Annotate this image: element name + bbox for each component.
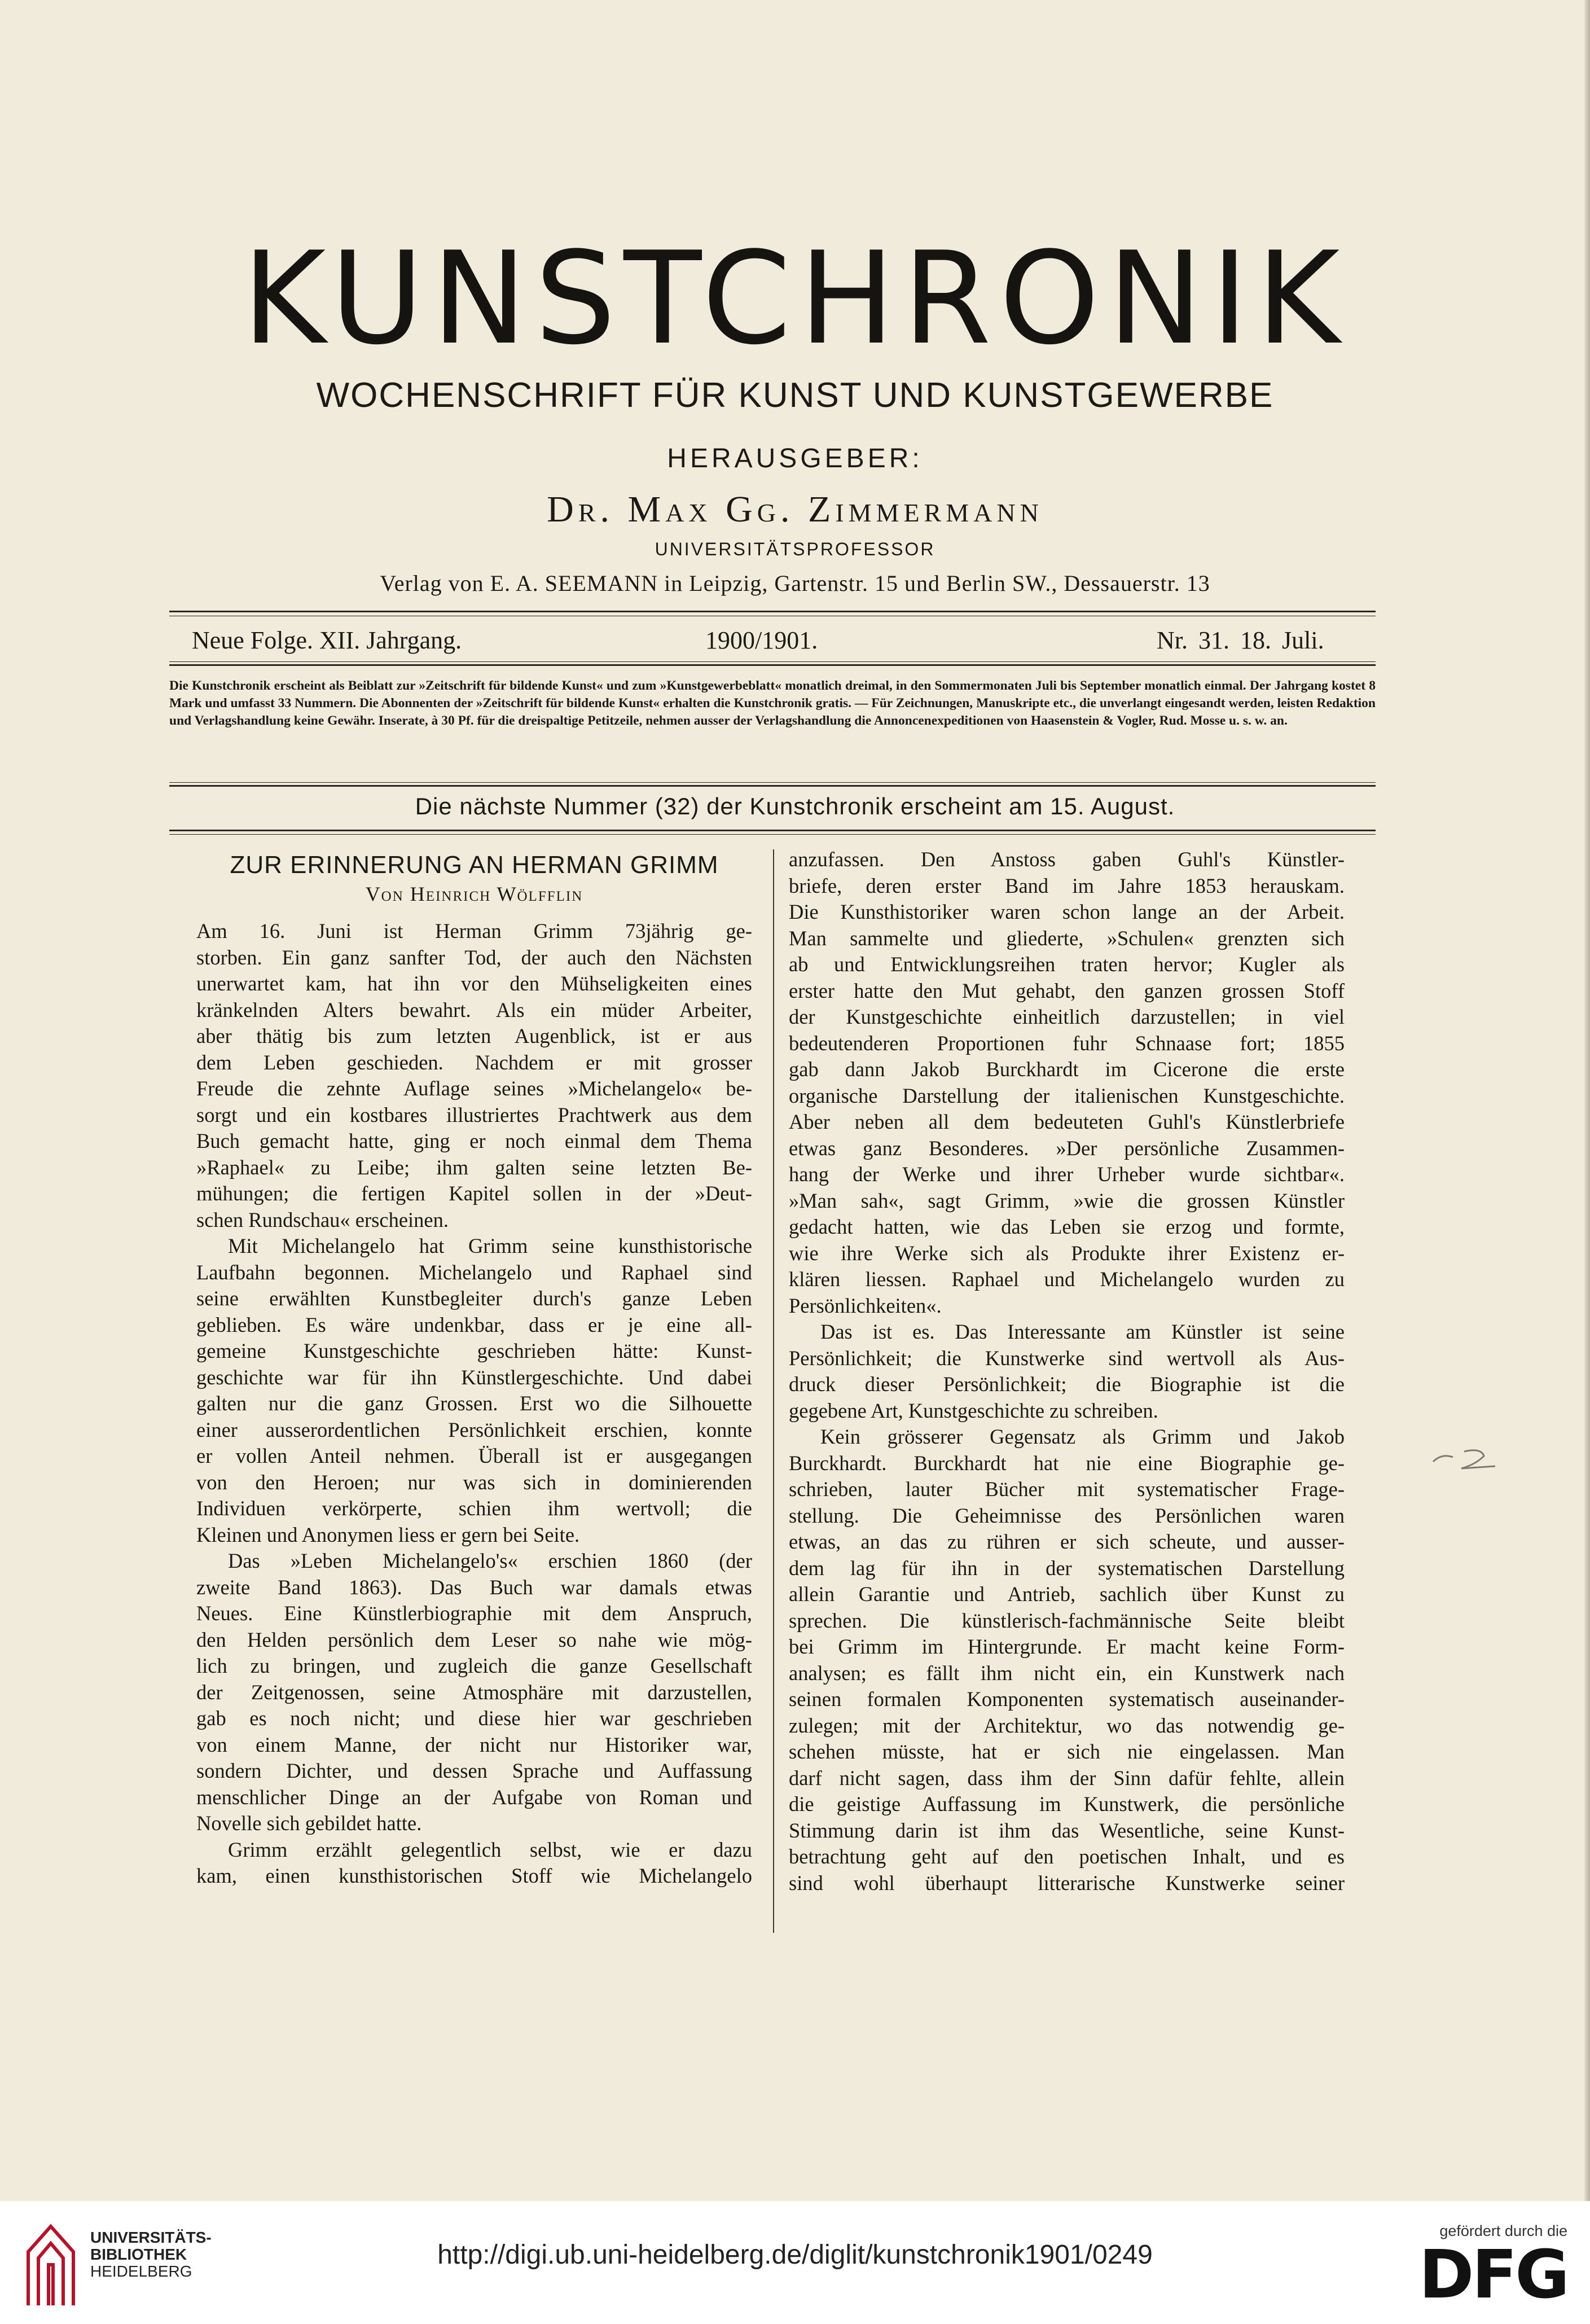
text-line: geschichte war für ihn Künstlergeschichte. Und dabei (196, 1365, 752, 1389)
text-line: menschlicher Dinge an der Aufgabe von Roman und (196, 1785, 752, 1809)
text-line: Grimm erzählt gelegentlich selbst, wie er dazu (228, 1838, 752, 1861)
text-line: schen Rundschau« erscheinen. (196, 1208, 449, 1231)
text-line: gab es noch nicht; und diese hier war geschrieben (196, 1707, 752, 1730)
text-line: Freude die zehnte Auflage seines »Michelangelo« be- (196, 1077, 752, 1100)
library-name-line1: UNIVERSITÄTS- (90, 2229, 212, 2246)
text-line: aber thätig bis zum letzten Augenblick, ist er aus (196, 1024, 752, 1047)
text-line: etwas ganz Besonderes. »Der persönliche Zusammen- (789, 1136, 1345, 1160)
notice-rule-thin (169, 782, 1376, 783)
announcement-rule-thin (169, 834, 1376, 835)
text-line: lich zu bringen, und zugleich die ganze Gesellschaft (196, 1654, 752, 1677)
masthead-title: KUNSTCHRONIK (242, 225, 1348, 373)
column-body-right (789, 847, 1345, 1896)
text-line: Die Kunsthistoriker waren schon lange an der Arbeit. (789, 900, 1345, 923)
text-line: kam, einen kunsthistorischen Stoff wie Michelangelo (196, 1864, 752, 1887)
text-line: Man sammelte und gliederte, »Schulen« grenzten sich (789, 926, 1345, 950)
text-line: »Raphael« zu Leibe; ihm galten seine letzten Be- (196, 1155, 752, 1179)
funder-caption: gefördert durch die (1439, 2222, 1567, 2239)
text-line: seinen formalen Komponenten systematisch auseinander- (789, 1687, 1345, 1711)
text-line: zweite Band 1863). Das Buch war damals etwas (196, 1575, 752, 1599)
text-line: gedacht hatten, wie das Leben sie erzog und formte, (789, 1215, 1345, 1238)
text-line: er vollen Anteil nehmen. Überall ist er ausgegangen (196, 1444, 752, 1467)
text-line: Kein grösserer Gegensatz als Grimm und Jakob (820, 1425, 1345, 1448)
text-line: »Man sah«, sagt Grimm, »wie die grossen Künstler (789, 1189, 1345, 1212)
text-line: etwas, an das zu rühren er sich scheute, und ausser- (789, 1530, 1345, 1553)
text-line: Am 16. Juni ist Herman Grimm 73jährig ge- (196, 919, 752, 942)
text-line: die geistige Auffassung im Kunstwerk, die persönliche (789, 1792, 1345, 1816)
text-line: sondern Dichter, und dessen Sprache und Auffassung (196, 1759, 752, 1782)
dfg-logo: DFG (1418, 2235, 1567, 2313)
text-line: wie ihre Werke sich als Produkte ihrer Existenz er- (789, 1241, 1345, 1265)
text-line: sprechen. Die künstlerisch-fachmännische Seite bleibt (789, 1608, 1345, 1632)
text-line: darf nicht sagen, dass ihm der Sinn dafür fehlte, allein (789, 1766, 1345, 1790)
text-line: briefe, deren erster Band im Jahre 1853 herauskam. (789, 874, 1345, 897)
folio-rule-thin (169, 661, 1376, 662)
editor-name: Dr. Max Gg. Zimmermann (547, 489, 1043, 530)
text-line: Persönlichkeit; die Kunstwerke sind wertvoll als Aus- (789, 1346, 1345, 1370)
text-line: Buch gemacht hatte, ging er noch einmal dem Thema (196, 1129, 752, 1152)
library-name-line3: HEIDELBERG (90, 2262, 192, 2280)
header-rule (169, 611, 1376, 612)
column-body-left (196, 918, 752, 1889)
article-column-left (196, 847, 752, 1889)
masthead-subtitle: WOCHENSCHRIFT FÜR KUNST UND KUNSTGEWERBE (316, 376, 1274, 415)
text-line: von einem Manne, der nicht nur Historiker war, (196, 1733, 752, 1756)
source-url-link[interactable]: http://digi.ub.uni-heidelberg.de/diglit/kunstchronik1901/0249 (437, 2240, 1153, 2270)
text-line: Das ist es. Das Interessante am Künstler ist seine (820, 1320, 1345, 1343)
text-line: ab und Entwicklungsreihen traten hervor; Kugler als (789, 953, 1345, 976)
text-line: Kleinen und Anonymen liess er gern bei Seite. (196, 1523, 580, 1546)
text-line: Aber neben all dem bedeuteten Guhl's Künstlerbriefe (789, 1110, 1345, 1133)
text-line: geblieben. Es wäre undenkbar, dass er je eine all- (196, 1313, 752, 1336)
folio-series: Neue Folge. XII. Jahrgang. (192, 626, 462, 654)
text-line: seine erwählten Kunstbegleiter durch's ganze Leben (196, 1287, 752, 1310)
article-title: ZUR ERINNERUNG AN HERMAN GRIMM (230, 851, 719, 879)
text-line: gegebene Art, Kunstgeschichte zu schreiben. (789, 1398, 1158, 1422)
folio-year: 1900/1901. (705, 626, 818, 654)
text-line: schehen müsste, hat er sich nie eingelassen. Man (789, 1740, 1345, 1763)
folio-rule (169, 664, 1376, 666)
text-line: allein Garantie und Antrieb, sachlich über Kunst zu (789, 1582, 1345, 1606)
text-line: bedeutenderen Proportionen fuhr Schnaase fort; 1855 (789, 1031, 1345, 1055)
text-line: analysen; es fällt ihm nicht ein, ein Kunstwerk nach (789, 1661, 1345, 1685)
text-line: Stimmung darin ist ihm das Wesentliche, seine Kunst- (789, 1818, 1345, 1842)
text-line: der Zeitgenossen, seine Atmosphäre mit darzustellen, (196, 1680, 752, 1704)
text-line: storben. Ein ganz sanfter Tod, der auch den Nächsten (196, 945, 752, 969)
text-line: zulegen; mit der Architektur, wo das notwendig ge- (789, 1713, 1345, 1737)
text-line: der Kunstgeschichte einheitlich darzustellen; in viel (789, 1005, 1345, 1028)
text-line: anzufassen. Den Anstoss gaben Guhl's Künstler- (789, 848, 1345, 871)
text-line: gemeine Kunstgeschichte geschrieben hätte: Kunst- (196, 1339, 752, 1362)
text-line: Burckhardt. Burckhardt hat nie eine Biographie ge- (789, 1451, 1345, 1475)
next-issue-announcement: Die nächste Nummer (32) der Kunstchronik erscheint am 15. August. (415, 793, 1175, 819)
text-line: kränkelnden Alters bewahrt. Als ein müder Arbeiter, (196, 998, 752, 1021)
article-column-right (789, 847, 1345, 1896)
text-line: Das »Leben Michelangelo's« erschien 1860 (der (228, 1549, 752, 1572)
text-line: erster hatte den Mut gehabt, den ganzen grossen Stoff (789, 979, 1345, 1002)
text-line: stellung. Die Geheimnisse des Persönlichen waren (789, 1503, 1345, 1527)
text-line: druck dieser Persönlichkeit; die Biographie ist die (789, 1373, 1345, 1396)
text-line: mühungen; die fertigen Kapitel sollen in der »Deut- (196, 1182, 752, 1205)
text-line: schrieben, lauter Bücher mit systematischer Frage- (789, 1477, 1345, 1501)
text-line: dem Leben geschieden. Nachdem er mit grosser (196, 1050, 752, 1074)
notice-rule (169, 785, 1376, 787)
publisher-line: Verlag von E. A. SEEMANN in Leipzig, Gartenstr. 15 und Berlin SW., Dessauerstr. 13 (380, 571, 1210, 596)
text-line: sorgt und ein kostbares illustriertes Prachtwerk aus dem (196, 1103, 752, 1126)
text-line: Novelle sich gebildet hatte. (196, 1812, 422, 1835)
announcement-rule (169, 830, 1376, 831)
text-line: Individuen verkörperte, schien ihm wertvoll; die (196, 1497, 752, 1520)
text-line: dem lag für ihn in der systematischen Darstellung (789, 1556, 1345, 1580)
subscription-notice: Die Kunstchronik erscheint als Beiblatt zur »Zeitschrift für bildende Kunst« und zum »Kunstgewerbeblatt« monatlich dreimal, in den Sommermonaten Juli bis September monatlich einmal. Der Jahrgang kostet 8 Mark und umfasst 33 Nummern. Die Abonnenten der »Zeitschrift für bildende Kunst« erhalten die Kunstchronik gratis. — Für Zeichnungen, Manuskripte etc., die unverlangt eingesandt werden, leisten Redaktion und Verlagshandlung keine Gewähr. Inserate, à 30 Pf. für die dreispaltige Petitzeile, nehmen ausser der Verlagshandlung die Annoncenexpeditionen von Haasenstein & Vogler, Rud. Mosse u. s. w. an. (169, 678, 1376, 728)
text-line: Mit Michelangelo hat Grimm seine kunsthistorische (228, 1234, 752, 1257)
library-name-line2: BIBLIOTHEK (90, 2246, 187, 2263)
text-line: galten nur die ganz Grossen. Erst wo die Silhouette (196, 1392, 752, 1415)
text-line: Neues. Eine Künstlerbiographie mit dem Anspruch, (196, 1602, 752, 1625)
text-line: einer ausserordentlichen Persönlichkeit erschien, konnte (196, 1418, 752, 1441)
text-line: bei Grimm im Hintergrunde. Er macht keine Form- (789, 1635, 1345, 1658)
editor-label: HERAUSGEBER: (667, 444, 923, 473)
text-line: gab dann Jakob Burckhardt im Cicerone die erste (789, 1058, 1345, 1081)
text-line: Persönlichkeiten«. (789, 1293, 942, 1317)
text-line: organische Darstellung der italienischen Kunstgeschichte. (789, 1084, 1345, 1107)
text-line: klären liessen. Raphael und Michelangelo wurden zu (789, 1268, 1345, 1291)
editor-role: UNIVERSITÄTSPROFESSOR (655, 539, 935, 559)
text-line: betrachtung geht auf den poetischen Inhalt, und es (789, 1845, 1345, 1868)
text-line: den Helden persönlich dem Leser so nahe wie mög- (196, 1628, 752, 1651)
text-line: hang der Werke und ihrer Urheber wurde sichtbar«. (789, 1163, 1345, 1186)
pencil-mark (1422, 1445, 1506, 1473)
text-line: von den Heroen; nur was sich in dominierenden (196, 1470, 752, 1494)
column-divider (773, 849, 774, 1933)
article-byline: Von Heinrich Wölfflin (365, 882, 583, 905)
text-line: sind wohl überhaupt litterarische Kunstwerke seiner (789, 1871, 1345, 1895)
folio-issue: Nr. 31. 18. Juli. (1157, 626, 1324, 654)
text-line: unerwartet kam, hat ihn vor den Mühseligkeiten eines (196, 972, 752, 995)
text-line: Laufbahn begonnen. Michelangelo und Raphael sind (196, 1260, 752, 1284)
